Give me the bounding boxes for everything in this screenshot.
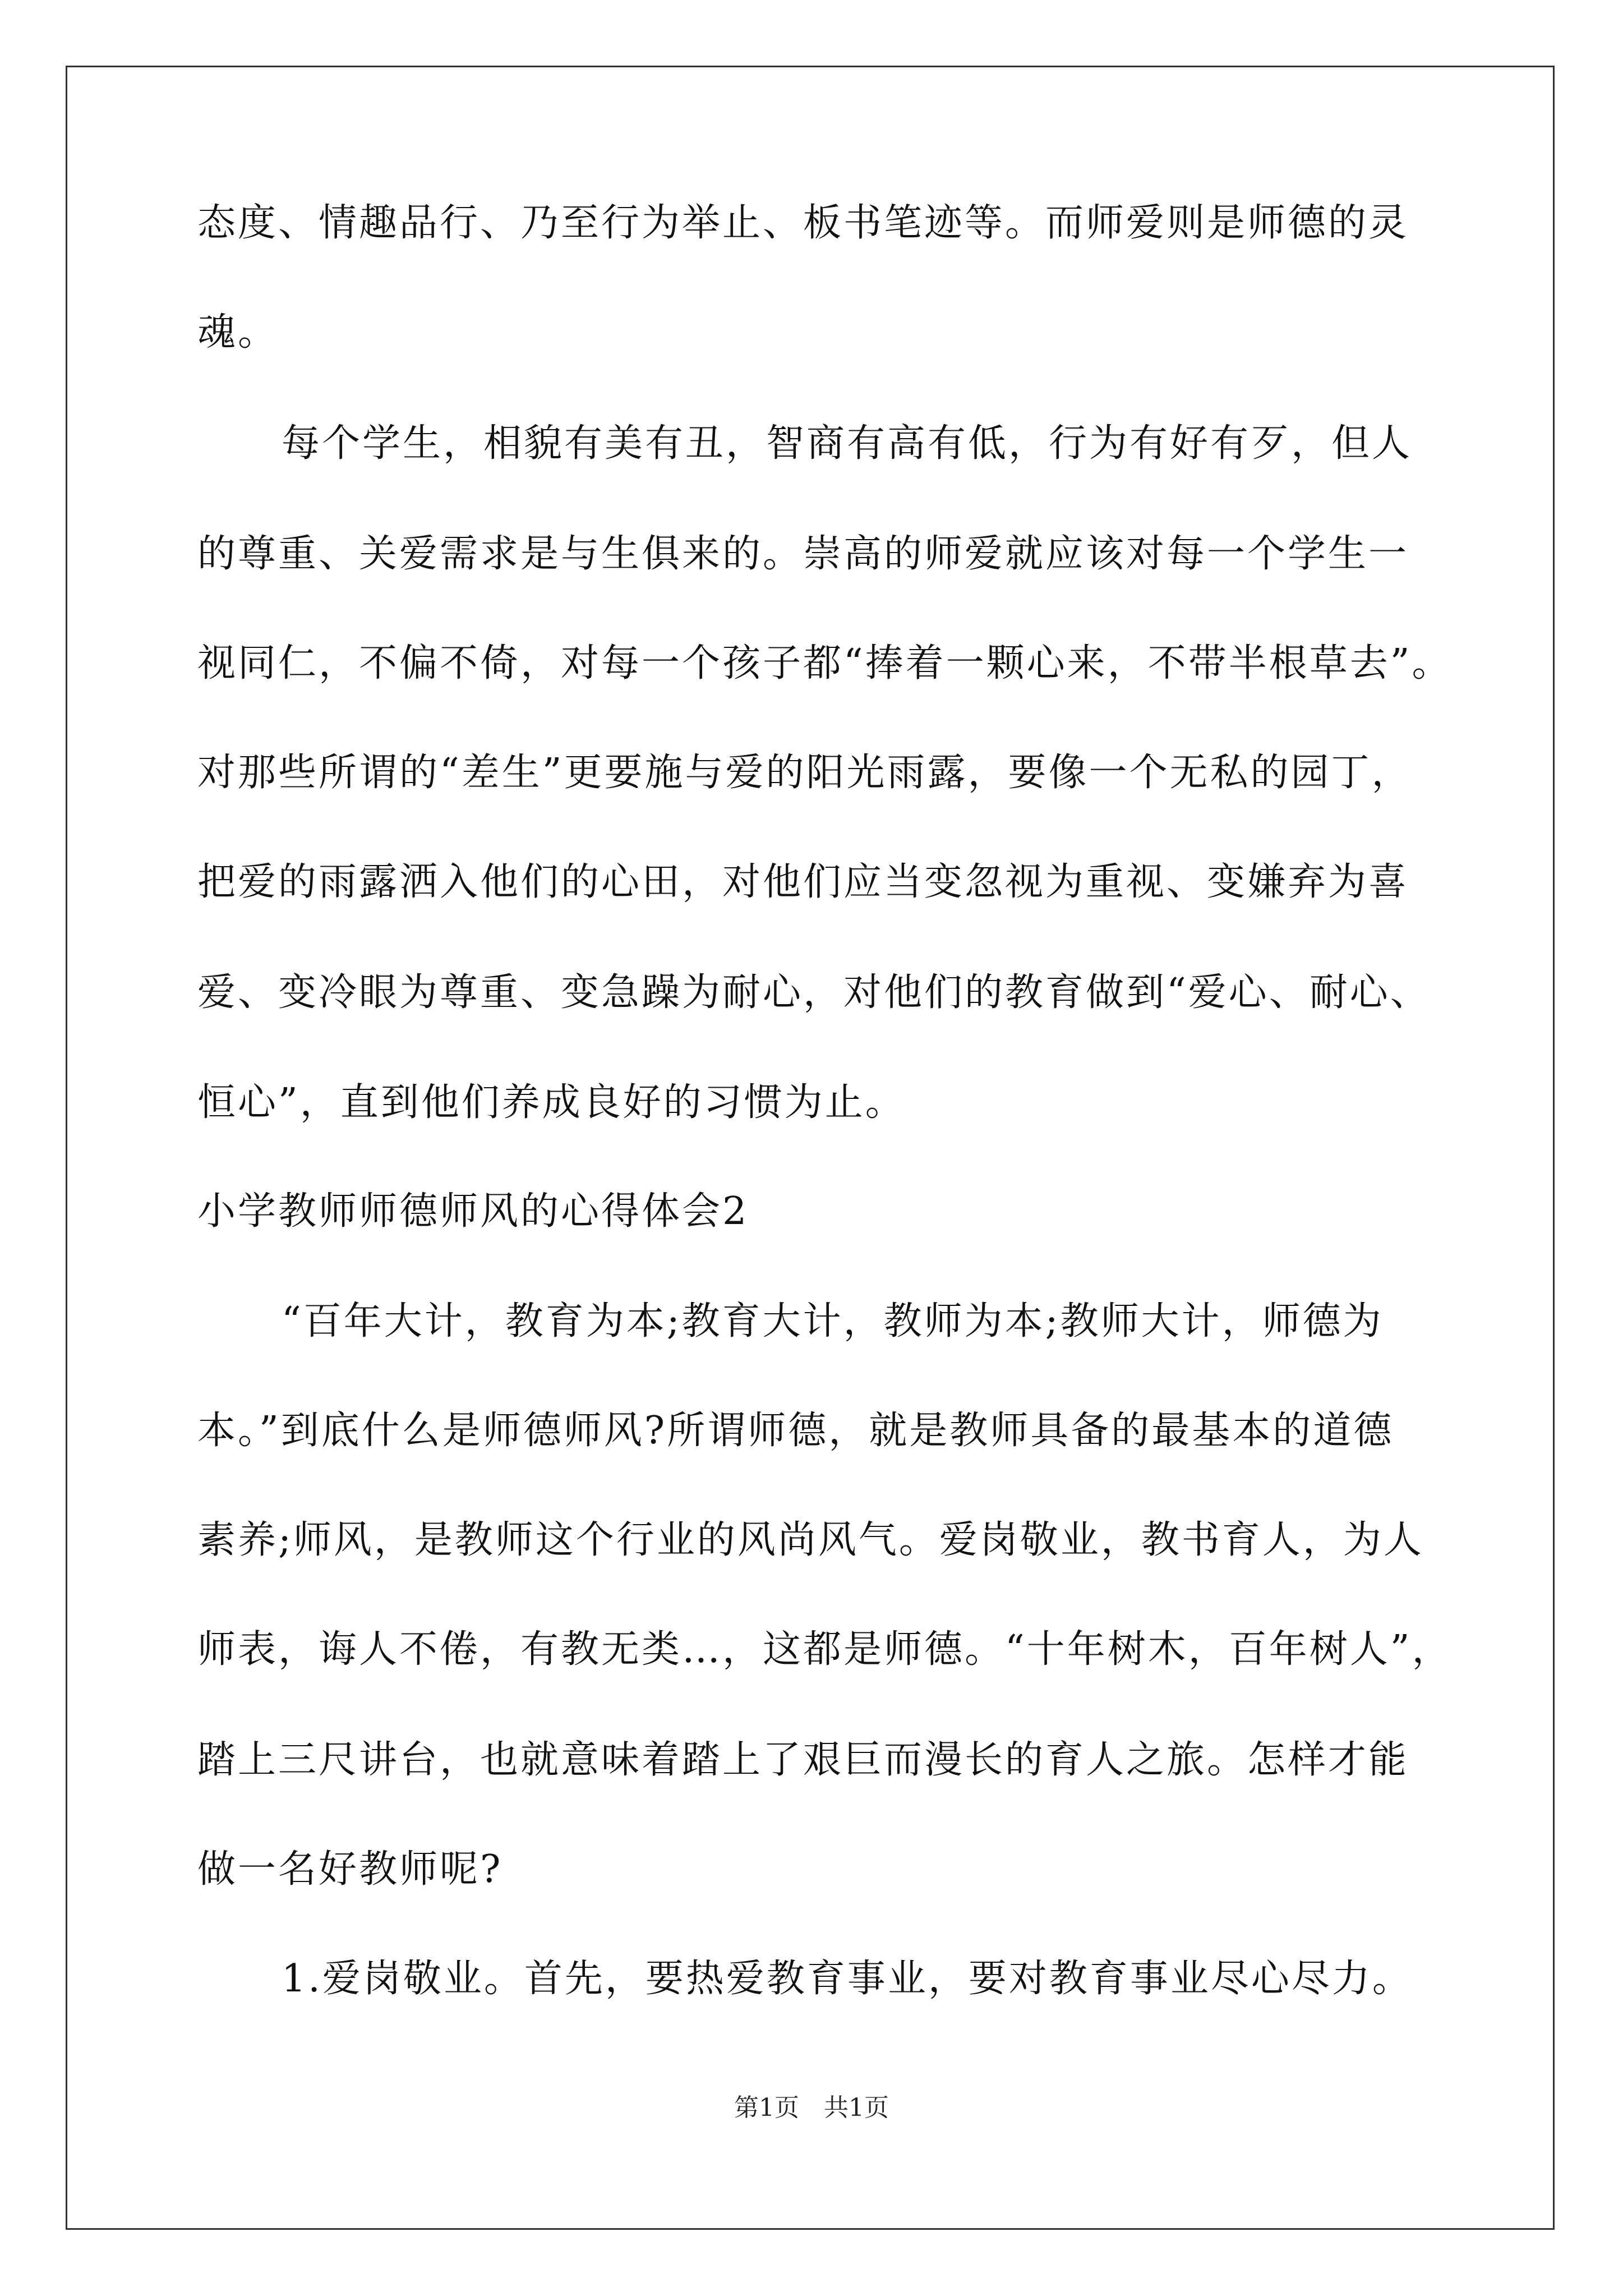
paragraph-line: 踏上三尺讲台，也就意味着踏上了艰巨而漫长的育人之旅。怎样才能 — [197, 1738, 1409, 1782]
paragraph-line: 爱、变冷眼为尊重、变急躁为耐心，对他们的教育做到“爱心、耐心、 — [197, 970, 1431, 1015]
paragraph-line: 素养;师风，是教师这个行业的风尚风气。爱岗敬业，教书育人，为人 — [197, 1518, 1424, 1562]
paragraph-line: 恒心”，直到他们养成良好的习惯为止。 — [197, 1080, 906, 1125]
paragraph-line: “百年大计，教育为本;教育大计，教师为本;教师大计，师德为 — [282, 1299, 1384, 1343]
paragraph-line: 的尊重、关爱需求是与生俱来的。崇高的师爱就应该对每一个学生一 — [197, 532, 1409, 576]
paragraph-line: 做一名好教师呢? — [197, 1847, 503, 1892]
paragraph-line: 态度、情趣品行、乃至行为举止、板书笔迹等。而师爱则是师德的灵 — [197, 201, 1409, 245]
paragraph-line: 1.爱岗敬业。首先，要热爱教育事业，要对教育事业尽心尽力。 — [282, 1957, 1413, 2001]
paragraph-line: 把爱的雨露洒入他们的心田，对他们应当变忽视为重视、变嫌弃为喜 — [197, 860, 1409, 904]
paragraph-line: 对那些所谓的“差生”更要施与爱的阳光雨露，要像一个无私的园丁， — [197, 751, 1412, 795]
paragraph-line: 每个学生，相貌有美有丑，智商有高有低，行为有好有歹，但人 — [282, 421, 1413, 466]
paragraph-line: 本。”到底什么是师德师风?所谓师德，就是教师具备的最基本的道德 — [197, 1409, 1394, 1453]
page-number-footer: 第1页 共1页 — [734, 2093, 889, 2122]
section-heading: 小学教师师德师风的心得体会2 — [197, 1189, 749, 1234]
page-border — [66, 66, 1555, 2230]
paragraph-line: 魂。 — [197, 310, 279, 355]
paragraph-line: 视同仁，不偏不倚，对每一个孩子都“捧着一颗心来，不带半根草去”。 — [197, 641, 1453, 685]
paragraph-line: 师表，诲人不倦，有教无类…，这都是师德。“十年树木，百年树人”， — [197, 1627, 1453, 1672]
